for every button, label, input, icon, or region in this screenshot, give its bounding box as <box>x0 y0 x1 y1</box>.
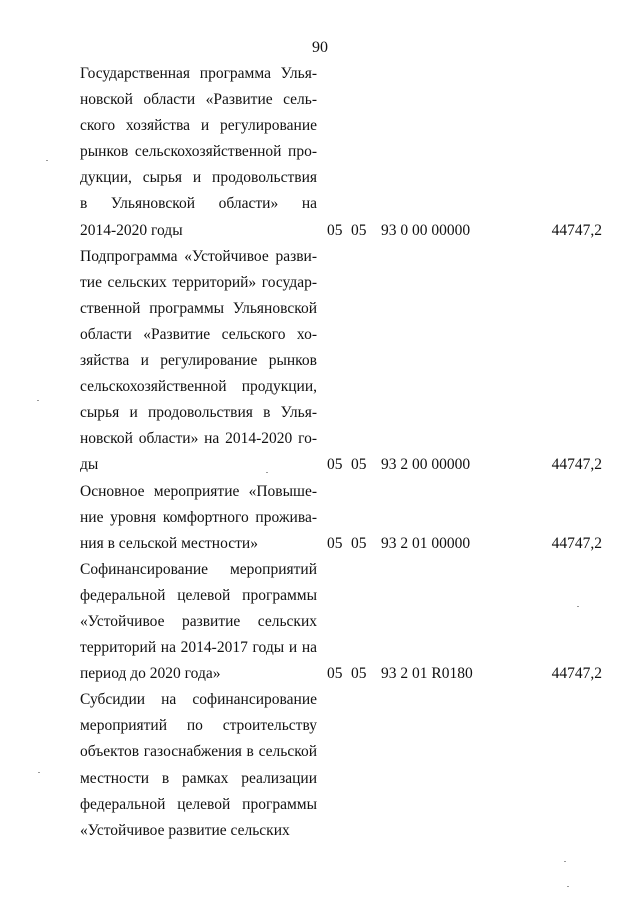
description-line: федеральной целевой программы <box>80 586 317 604</box>
description-line: области «Развитие сельского хо- <box>80 325 317 343</box>
scan-speck <box>567 886 569 887</box>
row-description <box>80 244 317 479</box>
section-code: 05 <box>327 456 343 474</box>
description-line: федеральной целевой программы <box>80 795 317 813</box>
description-line: ского хозяйства и регулирование <box>80 117 317 135</box>
description-line: ды <box>80 456 99 474</box>
section-code: 05 <box>327 665 343 683</box>
target-article-code: 93 2 01 00000 <box>381 534 471 552</box>
description-line: Государственная программа Улья- <box>80 65 317 82</box>
description-line: сырья и продовольствия в Улья- <box>80 404 317 422</box>
target-article-code: 93 2 01 R0180 <box>381 665 473 683</box>
subsection-code: 05 <box>351 534 367 552</box>
description-line: Подпрограмма «Устойчивое разви- <box>80 247 317 265</box>
description-line: ние уровня комфортного прожива- <box>80 508 317 526</box>
row-description <box>80 557 317 687</box>
description-line: сельскохозяйственной продукции, <box>80 378 317 396</box>
description-line: Софинансирование мероприятий <box>80 560 317 578</box>
description-line: в Ульяновской области» на <box>80 195 317 213</box>
budget-table <box>0 61 640 844</box>
description-line: новской области «Развитие сель- <box>80 91 317 109</box>
description-line: тие сельских территорий» государ- <box>80 273 317 291</box>
table-row <box>0 687 640 844</box>
scan-speck <box>564 861 566 862</box>
section-code: 05 <box>327 221 343 239</box>
description-line: ственной программы Ульяновской <box>80 299 317 317</box>
subsection-code: 05 <box>351 221 367 239</box>
scan-speck <box>37 400 39 401</box>
description-line: 2014-2020 годы <box>80 221 183 239</box>
row-description <box>80 61 317 244</box>
amount: 44747,2 <box>551 456 602 474</box>
description-line: период до 2020 года» <box>80 665 221 683</box>
amount: 44747,2 <box>551 534 602 552</box>
table-row <box>0 479 640 557</box>
scan-speck <box>577 606 579 607</box>
description-line: ния в сельской местности» <box>80 534 258 552</box>
description-line: новской области» на 2014-2020 го- <box>80 430 317 448</box>
description-line: рынков сельскохозяйственной про- <box>80 143 317 161</box>
description-line: местности в рамках реализации <box>80 769 317 787</box>
section-code: 05 <box>327 534 343 552</box>
table-row <box>0 557 640 687</box>
description-line: мероприятий по строительству <box>80 717 317 735</box>
table-row <box>0 244 640 479</box>
row-description <box>80 687 317 844</box>
scan-speck <box>38 772 40 773</box>
amount: 44747,2 <box>551 665 602 683</box>
target-article-code: 93 0 00 00000 <box>381 221 471 239</box>
description-line: дукции, сырья и продовольствия <box>80 169 317 187</box>
description-line: Основное мероприятие «Повыше- <box>80 482 317 500</box>
target-article-code: 93 2 00 00000 <box>381 456 471 474</box>
description-line: «Устойчивое развитие сельских <box>80 612 317 630</box>
scan-speck <box>46 160 48 161</box>
description-line: территорий на 2014-2017 годы и на <box>80 639 317 657</box>
scan-speck <box>266 472 268 473</box>
description-line: Субсидии на софинансирование <box>80 691 317 709</box>
description-line: «Устойчивое развитие сельских <box>80 821 290 839</box>
subsection-code: 05 <box>351 456 367 474</box>
amount: 44747,2 <box>551 221 602 239</box>
description-line: объектов газоснабжения в сельской <box>80 743 317 761</box>
subsection-code: 05 <box>351 665 367 683</box>
row-description <box>80 479 317 557</box>
page-number: 90 <box>312 39 328 56</box>
description-line: зяйства и регулирование рынков <box>80 352 317 370</box>
table-row <box>0 61 640 244</box>
